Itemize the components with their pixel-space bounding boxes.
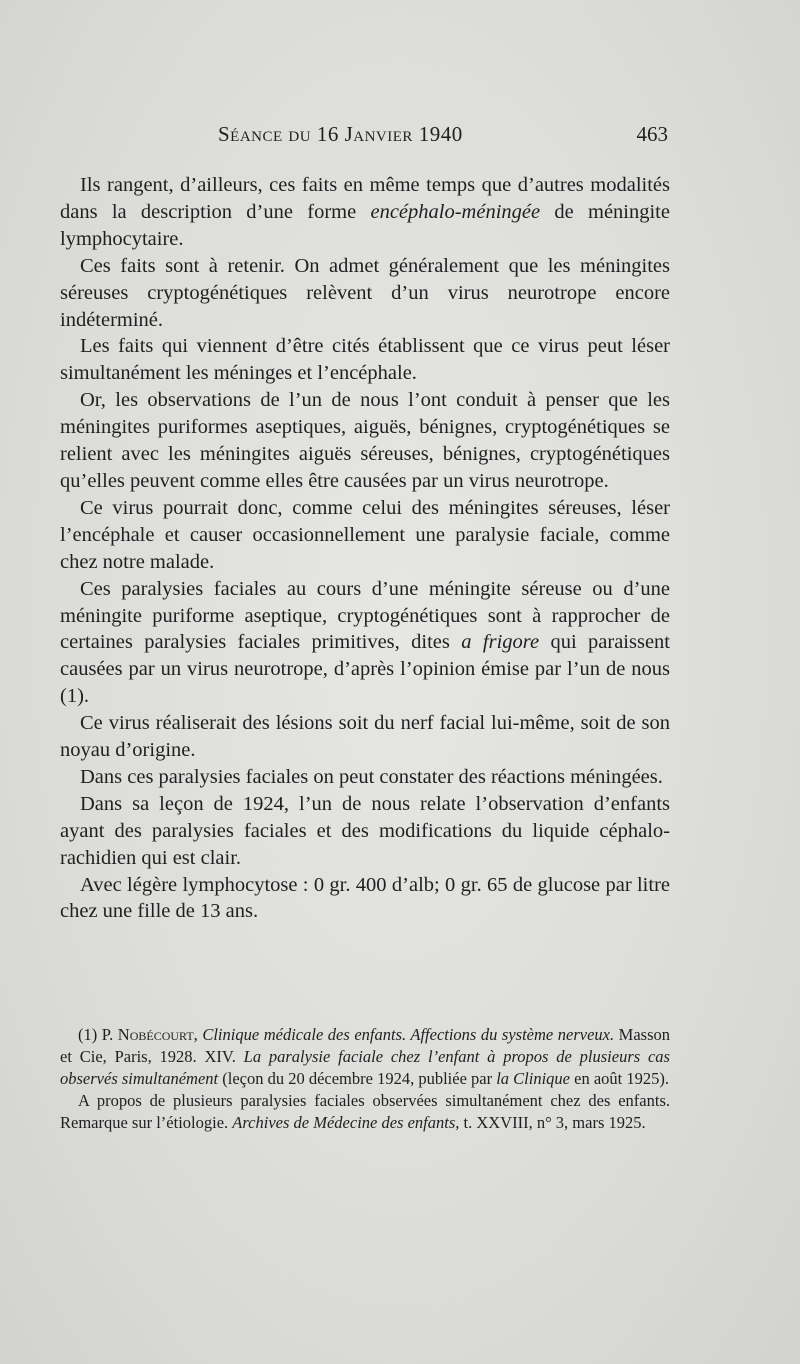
footnotes (60, 1024, 670, 1134)
paragraph-7: Ce virus réaliserait des lésions soit du nerf facial lui-même, soit de son noyau d’origine. (60, 712, 670, 762)
paragraph-4: Or, les observations de l’un de nous l’ont conduit à penser que les méningites puriformes aseptiques, aiguës, bénignes, cryptogénétiques se relient avec les méningites aiguës séreuses, bénignes, cryptogénétiques qu’elles peuvent comme elles être causées par un virus neurotrope. (60, 389, 670, 492)
paragraph-5: Ce virus pourrait donc, comme celui des méningites séreuses, léser l’encéphale et causer occasionnellement une paralysie faciale, comme chez notre malade. (60, 496, 670, 573)
running-header (60, 122, 668, 152)
footnote-1: (1) P. Nobécourt, Clinique médicale des enfants. Affections du système nerveux. Masson et Cie, Paris, 1928. XIV. La paralysie faciale chez l’enfant à propos de plusieurs cas observés simultanément (leçon du 20 décembre 1924, publiée par la Clinique en août 1925). (60, 1025, 671, 1088)
paragraph-2: Ces faits sont à retenir. On admet généralement que les méningites séreuses cryptogénétiques relèvent d’un virus neurotrope encore indéterminé. (60, 254, 670, 331)
body-text (60, 172, 670, 925)
paragraph-3: Les faits qui viennent d’être cités établissent que ce virus peut léser simultanément les méninges et l’encéphale. (60, 335, 670, 385)
footnote-2: A propos de plusieurs paralysies faciales observées simultanément chez des enfants. Remarque sur l’étiologie. Archives de Médecine des enfants, t. XXVIII, n° 3, mars 1925. (60, 1091, 670, 1132)
header-day: 16 (316, 122, 339, 146)
italic-term: encéphalo-méningée (370, 200, 541, 223)
page-number: 463 (636, 122, 668, 146)
header-prefix: Séance du (218, 122, 312, 146)
paragraph-1: Ils rangent, d’ailleurs, ces faits en même temps que d’autres modalités dans la description d’une forme encéphalo-méningée de méningite lymphocytaire. (60, 174, 670, 250)
header-year: 1940 (418, 122, 463, 146)
header-title (218, 122, 463, 147)
footnote-author: Nobécourt (117, 1025, 194, 1044)
paragraph-6: Ces paralysies faciales au cours d’une méningite séreuse ou d’une méningite puriforme aseptique, cryptogénétiques sont à rapprocher de certaines paralysies faciales primitives, dites a frigore qui paraissent causées par un virus neurotrope, d’après l’opinion émise par l’un de nous (1). (60, 577, 670, 708)
paragraph-9: Dans sa leçon de 1924, l’un de nous relate l’observation d’enfants ayant des paralysies faciales et des modifications du liquide céphalo-rachidien qui est clair. (60, 792, 670, 869)
paragraph-8: Dans ces paralysies faciales on peut constater des réactions méningées. (80, 765, 663, 788)
paragraph-10: Avec légère lymphocytose : 0 gr. 400 d’alb; 0 gr. 65 de glucose par litre chez une fille de 13 ans. (60, 873, 670, 923)
header-month: Janvier (344, 122, 413, 146)
italic-term: a frigore (461, 631, 540, 654)
